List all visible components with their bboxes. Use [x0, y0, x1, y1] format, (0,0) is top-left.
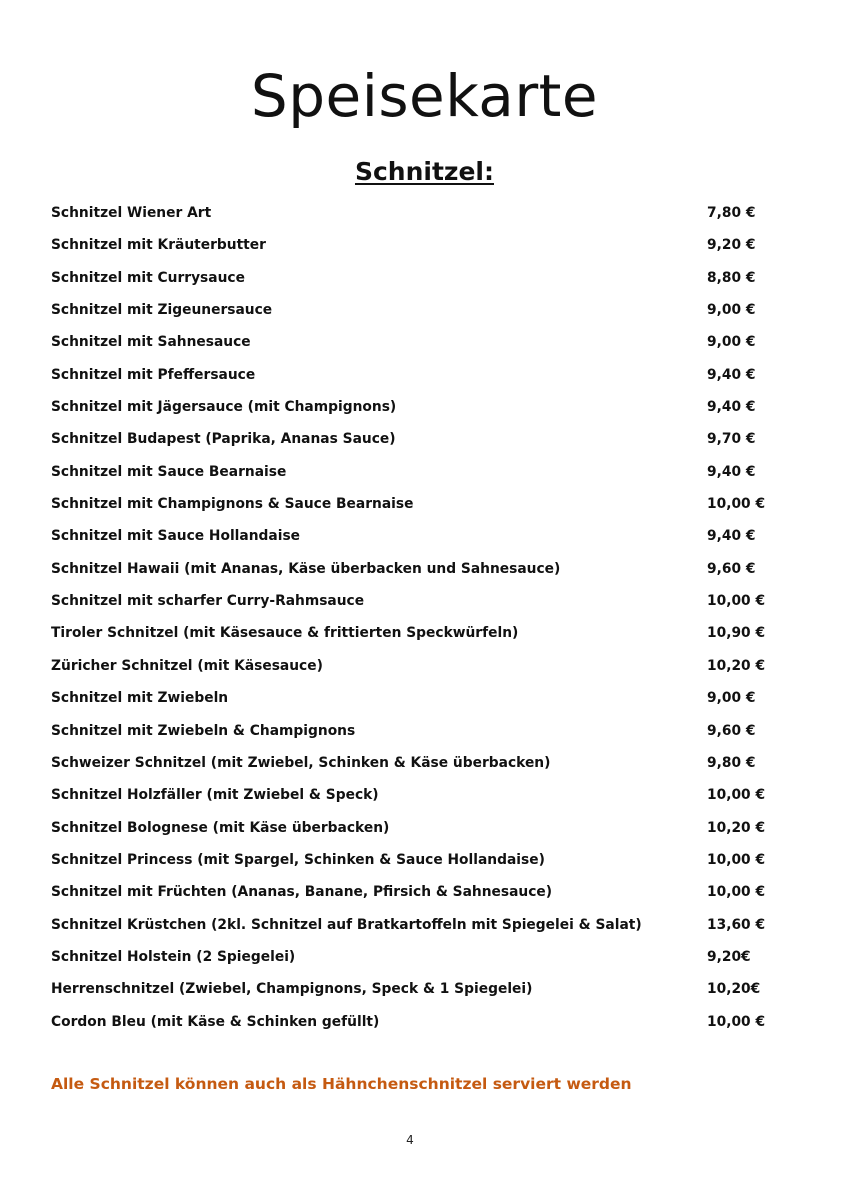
- item-price: 9,40 €: [707, 399, 756, 416]
- menu-item: [51, 848, 771, 880]
- item-price: 8,80 €: [707, 269, 756, 286]
- item-price: 9,20 €: [707, 237, 756, 254]
- item-name: Züricher Schnitzel (mit Käsesauce): [51, 657, 323, 674]
- item-name: Schnitzel Krüstchen (2kl. Schnitzel auf Bratkartoffeln mit Spiegelei & Salat): [51, 916, 642, 933]
- menu-item: [51, 977, 771, 1009]
- item-name: Schnitzel mit Sauce Hollandaise: [51, 528, 301, 545]
- item-price: 9,00 €: [707, 334, 756, 351]
- menu-item: [51, 719, 771, 751]
- item-price: 10,20 €: [707, 819, 766, 836]
- menu-item: [51, 945, 771, 977]
- menu-item: [51, 233, 771, 265]
- menu-item: [51, 266, 771, 298]
- menu-item: [51, 751, 771, 783]
- item-name: Schnitzel Budapest (Paprika, Ananas Sauce): [51, 431, 396, 448]
- page-title: Speisekarte: [250, 62, 599, 130]
- item-name: Schnitzel Bolognese (mit Käse überbacken): [51, 819, 390, 836]
- item-name: Schnitzel mit Pfeffersauce: [51, 366, 256, 383]
- menu-item: [51, 880, 771, 912]
- item-price: 10,00 €: [707, 787, 766, 804]
- item-name: Schnitzel mit Currysauce: [51, 269, 245, 286]
- menu-item: [51, 816, 771, 848]
- menu-item: [51, 298, 771, 330]
- item-name: Herrenschnitzel (Zwiebel, Champignons, Speck & 1 Spiegelei): [51, 981, 533, 998]
- chicken-option-note: Alle Schnitzel können auch als Hähnchenschnitzel serviert werden: [51, 1075, 632, 1093]
- item-price: 10,20€: [707, 981, 761, 998]
- menu-item: [51, 492, 771, 524]
- menu-item: [51, 427, 771, 459]
- item-name: Schnitzel Wiener Art: [51, 205, 212, 221]
- page-number: 4: [406, 1133, 414, 1147]
- menu-item: [51, 783, 771, 815]
- item-name: Schnitzel mit Zigeunersauce: [51, 302, 273, 319]
- item-name: Schnitzel Holstein (2 Spiegelei): [51, 948, 296, 965]
- item-name: Schnitzel Holzfäller (mit Zwiebel & Speck): [51, 787, 379, 804]
- item-price: 10,20 €: [707, 657, 766, 674]
- item-price: 9,00 €: [707, 690, 756, 707]
- item-name: Schnitzel mit scharfer Curry-Rahmsauce: [51, 593, 365, 610]
- item-price: 13,60 €: [707, 916, 766, 933]
- item-price: 9,20€: [707, 948, 751, 965]
- item-name: Schnitzel mit Champignons & Sauce Bearnaise: [51, 496, 414, 513]
- section-heading: Schnitzel:: [354, 157, 494, 186]
- menu-item: [51, 330, 771, 362]
- item-name: Schnitzel mit Früchten (Ananas, Banane, Pfirsich & Sahnesauce): [51, 884, 553, 901]
- item-name: Tiroler Schnitzel (mit Käsesauce & frittierten Speckwürfeln): [51, 625, 519, 642]
- item-price: 9,80 €: [707, 754, 756, 771]
- item-price: 9,60 €: [707, 722, 756, 739]
- item-price: 7,80 €: [707, 205, 756, 221]
- menu-item: [51, 557, 771, 589]
- item-price: 10,90 €: [707, 625, 766, 642]
- menu-list: [51, 201, 771, 1042]
- item-price: 10,00 €: [707, 1013, 766, 1030]
- menu-item: [51, 589, 771, 621]
- item-name: Schnitzel mit Jägersauce (mit Champignons): [51, 399, 397, 416]
- item-name: Schnitzel Princess (mit Spargel, Schinken & Sauce Hollandaise): [51, 851, 545, 868]
- menu-item: [51, 395, 771, 427]
- item-price: 9,40 €: [707, 528, 756, 545]
- item-name: Schnitzel mit Zwiebeln & Champignons: [51, 722, 356, 739]
- item-name: Schnitzel mit Zwiebeln: [51, 690, 229, 707]
- menu-item: [51, 913, 771, 945]
- item-price: 9,70 €: [707, 431, 756, 448]
- menu-item: [51, 686, 771, 718]
- item-price: 9,40 €: [707, 463, 756, 480]
- item-price: 10,00 €: [707, 851, 766, 868]
- menu-item: [51, 621, 771, 653]
- menu-item: [51, 201, 771, 233]
- item-name: Schnitzel Hawaii (mit Ananas, Käse überbacken und Sahnesauce): [51, 560, 561, 577]
- menu-item: [51, 363, 771, 395]
- item-price: 10,00 €: [707, 496, 766, 513]
- item-price: 9,00 €: [707, 302, 756, 319]
- menu-item: [51, 654, 771, 686]
- item-price: 10,00 €: [707, 593, 766, 610]
- item-name: Cordon Bleu (mit Käse & Schinken gefüllt): [51, 1013, 380, 1030]
- menu-item: [51, 524, 771, 556]
- item-name: Schnitzel mit Sahnesauce: [51, 334, 251, 351]
- item-name: Schnitzel mit Kräuterbutter: [51, 237, 266, 254]
- item-price: 10,00 €: [707, 884, 766, 901]
- item-price: 9,60 €: [707, 560, 756, 577]
- item-name: Schnitzel mit Sauce Bearnaise: [51, 463, 287, 480]
- item-name: Schweizer Schnitzel (mit Zwiebel, Schinken & Käse überbacken): [51, 754, 551, 771]
- item-price: 9,40 €: [707, 366, 756, 383]
- menu-item: [51, 460, 771, 492]
- menu-item: [51, 1010, 771, 1042]
